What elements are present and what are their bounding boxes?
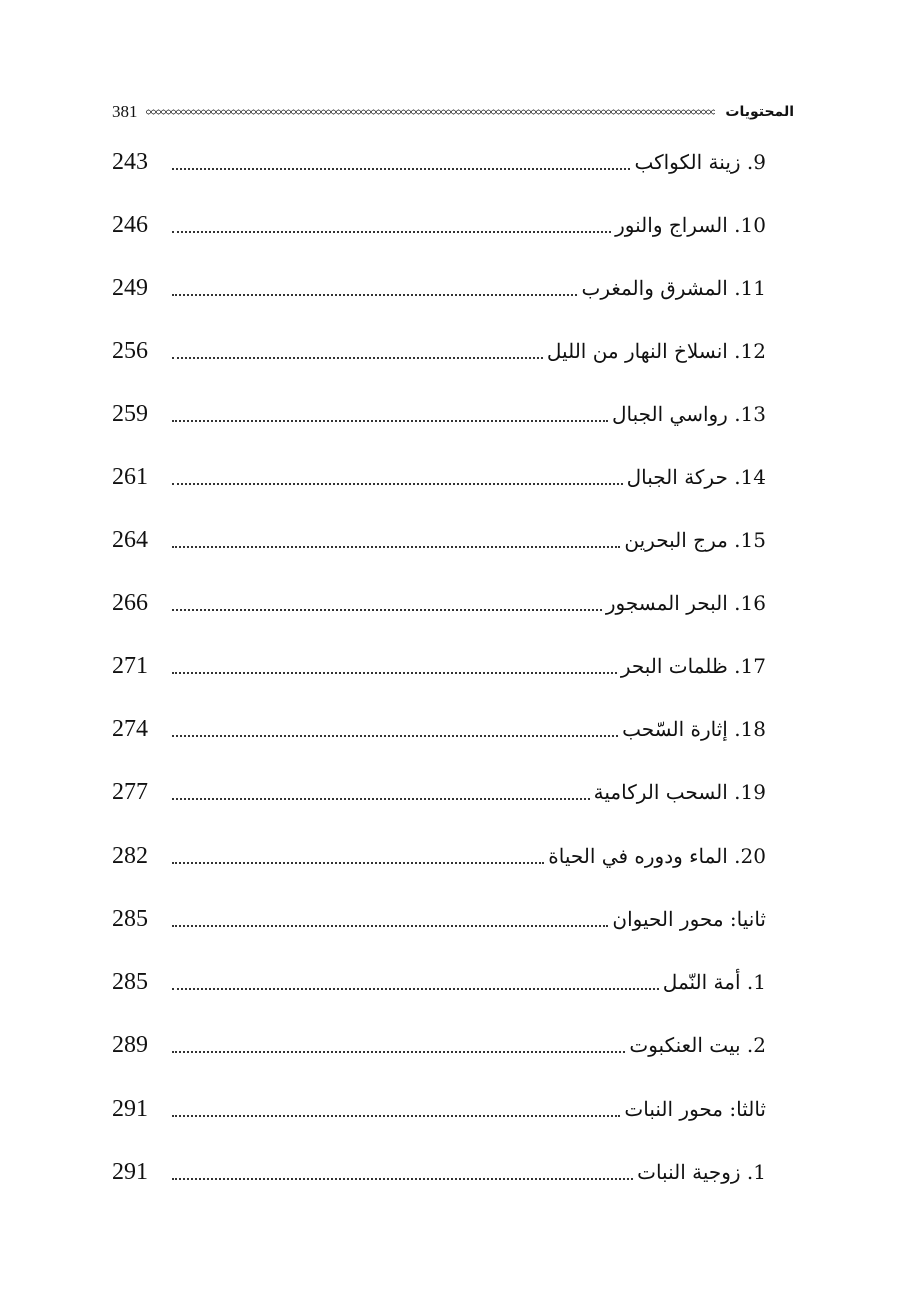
toc-entry-label: 11. المشرق والمغرب xyxy=(581,276,766,300)
toc-entry-18-itharat-al-suhub[interactable] xyxy=(112,711,766,747)
toc-entry-12-insilakh[interactable] xyxy=(112,333,766,369)
toc-entry-page: 285 xyxy=(112,906,148,932)
toc-entry-9-zinat-al-kawakib[interactable] xyxy=(112,144,766,180)
toc-entry-page: 246 xyxy=(112,212,148,238)
dot-leader xyxy=(172,294,577,296)
toc-section-plant-axis[interactable] xyxy=(112,1091,766,1127)
dot-leader xyxy=(172,1178,633,1180)
toc-entry-page: 291 xyxy=(112,1159,148,1185)
dot-leader xyxy=(172,609,602,611)
toc-entry-page: 259 xyxy=(112,401,148,427)
toc-entry-label: 1. أمة النّمل xyxy=(662,970,766,994)
toc-entry-label: 15. مرج البحرين xyxy=(624,528,766,552)
toc-entry-20-al-maa[interactable] xyxy=(112,838,766,874)
toc-entry-label: 14. حركة الجبال xyxy=(626,465,766,489)
toc-entry-label: 16. البحر المسجور xyxy=(605,591,766,615)
toc-entry-15-marj-al-bahrayn[interactable] xyxy=(112,522,766,558)
toc-entry-label: 1. زوجية النبات xyxy=(637,1160,766,1184)
dot-leader xyxy=(172,925,608,927)
toc-entry-label: 10. السراج والنور xyxy=(615,213,766,237)
toc-entry-page: 256 xyxy=(112,338,148,364)
toc-entry-page: 271 xyxy=(112,653,148,679)
toc-entry-19-al-suhub-al-rukamiya[interactable] xyxy=(112,774,766,810)
toc-section-label: ثانيا: محور الحيوان xyxy=(612,907,766,931)
dot-leader xyxy=(172,357,543,359)
toc-entry-page: 285 xyxy=(112,969,148,995)
header-page-number: 381 xyxy=(112,102,138,121)
toc-entry-14-harakat-al-jibal[interactable] xyxy=(112,459,766,495)
toc-entry-label: 12. انسلاخ النهار من الليل xyxy=(546,339,766,363)
toc-entry-1-zawjiyat-al-nabat[interactable] xyxy=(112,1154,766,1190)
dot-leader xyxy=(172,798,590,800)
toc-entry-label: 20. الماء ودوره في الحياة xyxy=(548,844,766,868)
toc-entry-11-al-mashriq[interactable] xyxy=(112,270,766,306)
toc-entry-10-al-siraj[interactable] xyxy=(112,207,766,243)
toc-section-animal-axis[interactable] xyxy=(112,901,766,937)
dot-leader xyxy=(172,988,659,990)
toc-entry-page: 277 xyxy=(112,779,148,805)
toc-entry-label: 13. رواسي الجبال xyxy=(611,402,766,426)
toc-entry-label: 2. بيت العنكبوت xyxy=(629,1033,766,1057)
toc-entry-2-bayt-al-ankabut[interactable] xyxy=(112,1027,766,1063)
toc-entry-page: 274 xyxy=(112,716,148,742)
toc-entry-page: 264 xyxy=(112,527,148,553)
toc-section-label: ثالثا: محور النبات xyxy=(624,1097,766,1121)
toc-entry-page: 261 xyxy=(112,464,148,490)
dot-leader xyxy=(172,231,611,233)
toc-entry-page: 249 xyxy=(112,275,148,301)
dot-leader xyxy=(172,862,544,864)
toc-entry-label: 18. إثارة السّحب xyxy=(622,717,766,741)
dot-leader xyxy=(172,483,623,485)
toc-entry-label: 9. زينة الكواكب xyxy=(634,150,766,174)
toc-entry-page: 243 xyxy=(112,149,148,175)
toc-entry-page: 282 xyxy=(112,843,148,869)
header-title: المحتويات xyxy=(725,104,794,120)
toc-entry-page: 291 xyxy=(112,1096,148,1122)
toc-entry-16-al-bahr-al-masjur[interactable] xyxy=(112,585,766,621)
dot-leader xyxy=(172,1115,620,1117)
toc-entry-label: 19. السحب الركامية xyxy=(593,780,766,804)
toc-entry-page: 289 xyxy=(112,1032,148,1058)
dot-leader xyxy=(172,168,630,170)
dot-leader xyxy=(172,420,608,422)
toc-entry-label: 17. ظلمات البحر xyxy=(620,654,766,678)
dot-leader xyxy=(172,672,617,674)
toc-entry-1-ummat-al-naml[interactable] xyxy=(112,964,766,1000)
dot-leader xyxy=(172,735,618,737)
toc-entry-page: 266 xyxy=(112,590,148,616)
dot-leader xyxy=(172,1051,625,1053)
toc-entry-13-rawasi[interactable] xyxy=(112,396,766,432)
dot-leader xyxy=(172,546,620,548)
toc-entry-17-zulumat-al-bahr[interactable] xyxy=(112,648,766,684)
